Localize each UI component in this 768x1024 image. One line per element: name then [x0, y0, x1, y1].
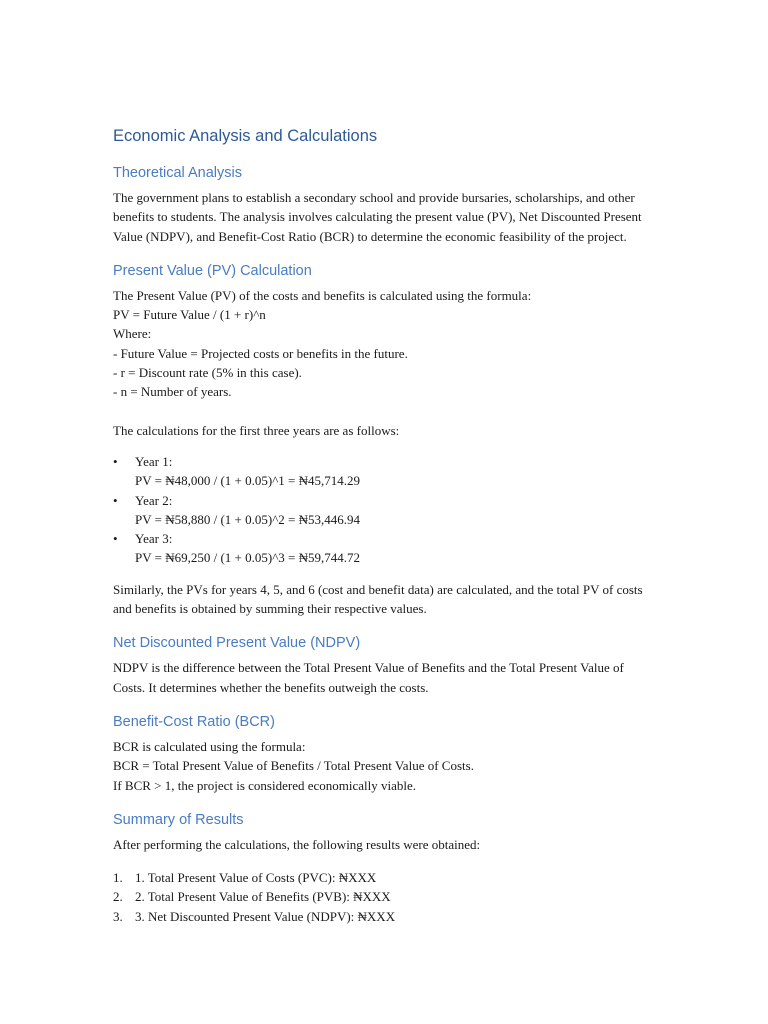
pv-calculations-intro: The calculations for the first three years are as follows:	[113, 422, 400, 438]
pv-line-formula: PV = Future Value / (1 + r)^n	[113, 307, 266, 323]
summary-results-list	[113, 868, 658, 926]
document-title: Economic Analysis and Calculations	[113, 127, 378, 145]
pv-line-discount-rate: - r = Discount rate (5% in this case).	[113, 365, 302, 381]
paragraph-ndpv: NDPV is the difference between the Total Present Value of Benefits and the Total Present Value of Costs. It determines whether the benefits outweigh the costs.	[113, 660, 624, 695]
heading-bcr: Benefit-Cost Ratio (BCR)	[113, 713, 275, 730]
result-text: 3. Net Discounted Present Value (NDPV): ₦XXX	[135, 908, 396, 924]
result-text: 2. Total Present Value of Benefits (PVB): ₦XXX	[135, 889, 391, 905]
list-item	[113, 887, 658, 906]
bullet-icon: •	[113, 453, 118, 469]
year-calculation: PV = ₦48,000 / (1 + 0.05)^1 = ₦45,714.29	[135, 473, 361, 489]
heading-theoretical-analysis: Theoretical Analysis	[113, 165, 242, 181]
list-number: 2.	[113, 889, 123, 905]
pv-line-future-value: - Future Value = Projected costs or benefits in the future.	[113, 345, 408, 361]
bcr-line-formula: BCR = Total Present Value of Benefits / Total Present Value of Costs.	[113, 758, 474, 774]
year-label: Year 1:	[135, 453, 173, 469]
list-item	[113, 868, 658, 887]
list-number: 3.	[113, 908, 123, 924]
list-item	[113, 452, 658, 491]
year-label: Year 2:	[135, 492, 173, 508]
pv-line-where: Where:	[113, 326, 152, 342]
pv-line-years: - n = Number of years.	[113, 384, 232, 400]
list-number: 1.	[113, 870, 123, 886]
paragraph-theoretical-analysis: The government plans to establish a secondary school and provide bursaries, scholarships, and other benefits to students. The analysis involves calculating the present value (PV), Net Discounted Present Value (NDPV), and Benefit-Cost Ratio (BCR) to determine the economic feasibility of the project.	[113, 190, 642, 244]
year-calculation: PV = ₦69,250 / (1 + 0.05)^3 = ₦59,744.72	[135, 550, 361, 566]
bullet-icon: •	[113, 531, 118, 547]
document-content	[113, 124, 658, 926]
heading-ndpv: Net Discounted Present Value (NDPV)	[113, 635, 361, 652]
heading-summary: Summary of Results	[113, 811, 244, 828]
pv-line-formula-intro: The Present Value (PV) of the costs and benefits is calculated using the formula:	[113, 287, 532, 303]
year-label: Year 3:	[135, 531, 173, 547]
bcr-line-viability: If BCR > 1, the project is considered economically viable.	[113, 777, 416, 793]
year-calculation: PV = ₦58,880 / (1 + 0.05)^2 = ₦53,446.94	[135, 511, 361, 527]
bcr-line-intro: BCR is calculated using the formula:	[113, 738, 306, 754]
list-item	[113, 907, 658, 926]
pv-outro: Similarly, the PVs for years 4, 5, and 6 (cost and benefit data) are calculated, and the total PV of costs and benefits is obtained by summing their respective values.	[113, 581, 643, 617]
bullet-icon: •	[113, 492, 118, 508]
list-item	[113, 529, 658, 568]
heading-present-value: Present Value (PV) Calculation	[113, 262, 312, 279]
pv-year-list	[113, 452, 658, 568]
result-text: 1. Total Present Value of Costs (PVC): ₦XXX	[135, 870, 377, 886]
summary-intro: After performing the calculations, the following results were obtained:	[113, 836, 481, 852]
list-item	[113, 491, 658, 530]
